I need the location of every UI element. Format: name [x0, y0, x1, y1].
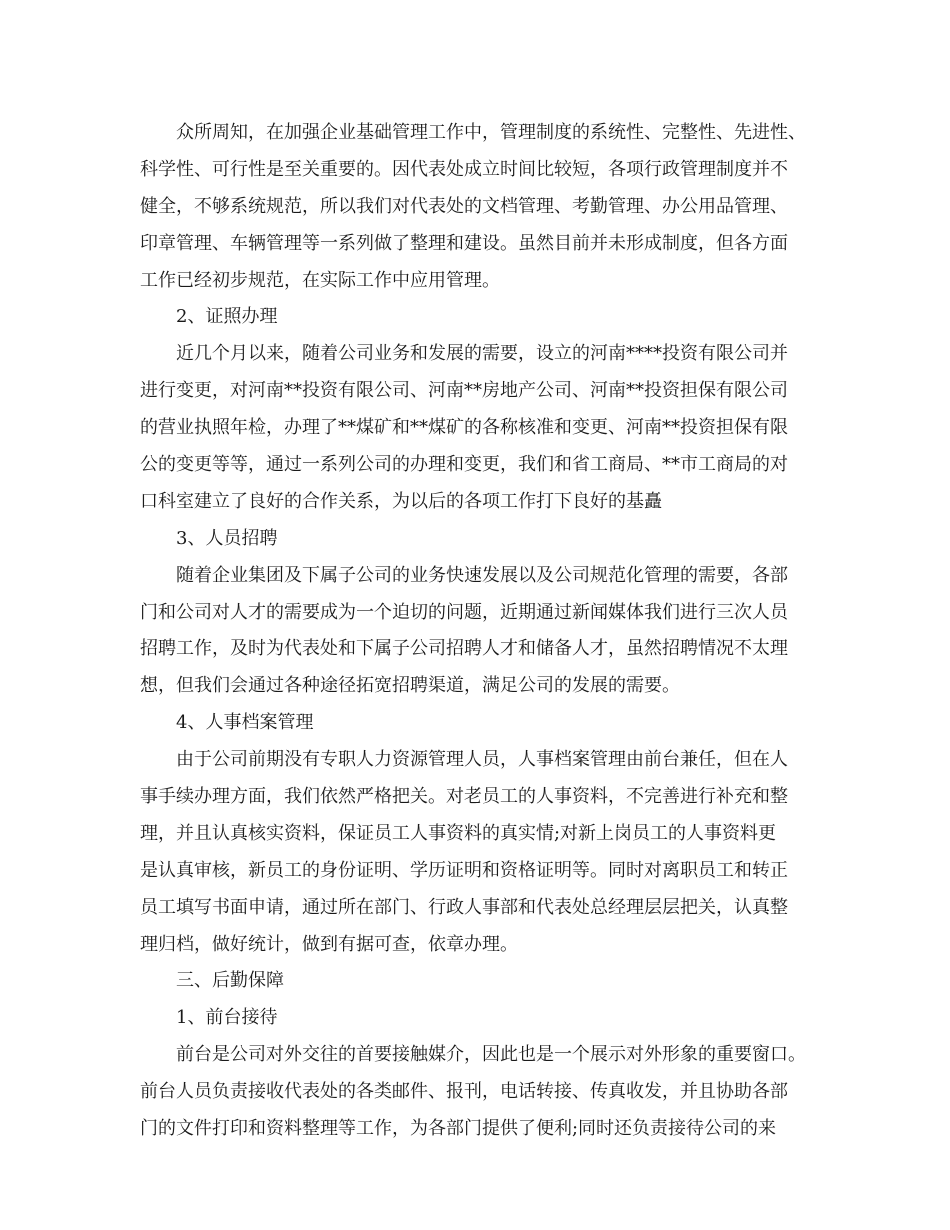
text-line: 随着企业集团及下属子公司的业务快速发展以及公司规范化管理的需要，各部	[176, 564, 788, 586]
text-line: 1、前台接待	[176, 1007, 278, 1029]
document-body	[140, 115, 830, 1148]
text-line: 门的文件打印和资料整理等工作，为各部门提供了便利;同时还负责接待公司的来	[140, 1118, 777, 1140]
text-line: 印章管理、车辆管理等一系列做了整理和建设。虽然目前并未形成制度，但各方面	[140, 232, 788, 254]
text-line: 2、证照办理	[176, 306, 278, 328]
text-line: 事手续办理方面，我们依然严格把关。对老员工的人事资料，不完善进行补充和整	[140, 786, 788, 808]
text-line: 想，但我们会通过各种途径拓宽招聘渠道，满足公司的发展的需要。	[140, 675, 680, 697]
text-line: 众所周知，在加强企业基础管理工作中，管理制度的系统性、完整性、先进性、	[176, 122, 806, 143]
text-line: 三、后勤保障	[176, 970, 284, 992]
text-line: 门和公司对人才的需要成为一个迫切的问题，近期通过新闻媒体我们进行三次人员	[140, 601, 788, 623]
text-line: 的营业执照年检，办理了**煤矿和**煤矿的各称核准和变更、河南**投资担保有限	[140, 417, 788, 439]
text-line: 前台人员负责接收代表处的各类邮件、报刊，电话转接、传真收发，并且协助各部	[140, 1081, 788, 1103]
text-line: 进行变更，对河南**投资有限公司、河南**房地产公司、河南**投资担保有限公司	[140, 380, 788, 402]
text-line: 理，并且认真核实资料，保证员工人事资料的真实情;对新上岗员工的人事资料更	[140, 822, 777, 844]
text-line: 健全，不够系统规范，所以我们对代表处的文档管理、考勤管理、办公用品管理、	[140, 195, 788, 217]
text-line: 科学性、可行性是至关重要的。因代表处成立时间比较短，各项行政管理制度并不	[140, 158, 788, 180]
text-line: 理归档，做好统计，做到有据可查，依章办理。	[140, 933, 518, 955]
text-line: 4、人事档案管理	[176, 712, 314, 734]
text-line: 员工填写书面申请，通过所在部门、行政人事部和代表处总经理层层把关，认真整	[140, 896, 788, 918]
text-line: 前台是公司对外交往的首要接触媒介，因此也是一个展示对外形象的重要窗口。	[176, 1044, 806, 1066]
text-line: 是认真审核，新员工的身份证明、学历证明和资格证明等。同时对离职员工和转正	[140, 859, 788, 881]
text-line: 工作已经初步规范，在实际工作中应用管理。	[140, 269, 500, 291]
text-line: 由于公司前期没有专职人力资源管理人员，人事档案管理由前台兼任，但在人	[176, 749, 788, 771]
text-line: 公的变更等等，通过一系列公司的办理和变更，我们和省工商局、**市工商局的对	[140, 454, 788, 476]
text-line: 口科室建立了良好的合作关系，为以后的各项工作打下良好的基矗	[140, 490, 662, 512]
text-line: 3、人员招聘	[176, 527, 278, 549]
text-line: 近几个月以来，随着公司业务和发展的需要，设立的河南****投资有限公司并	[176, 343, 788, 365]
text-line: 招聘工作，及时为代表处和下属子公司招聘人才和储备人才，虽然招聘情况不太理	[140, 638, 788, 660]
